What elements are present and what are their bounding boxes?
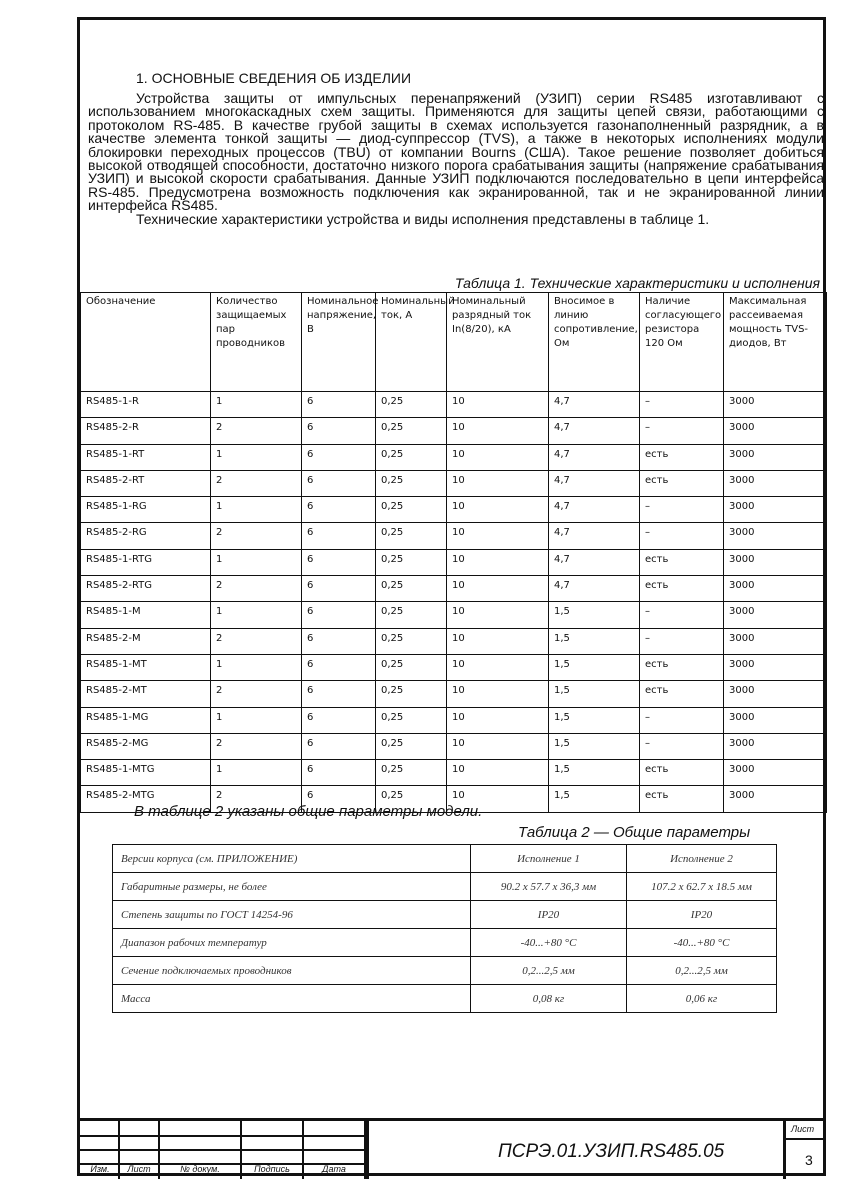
sheet-label: Лист (791, 1124, 815, 1134)
table-cell: RS485-1-R (81, 392, 211, 418)
table-cell: 1,5 (549, 707, 640, 733)
table-cell: 6 (302, 576, 376, 602)
table-cell: 10 (447, 392, 549, 418)
table-cell: 4,7 (549, 497, 640, 523)
specs-table (80, 292, 827, 813)
section-title: 1. ОСНОВНЫЕ СВЕДЕНИЯ ОБ ИЗДЕЛИИ (136, 70, 412, 86)
table-cell: 3000 (724, 576, 827, 602)
table-cell: 3000 (724, 733, 827, 759)
table-cell: 10 (447, 654, 549, 680)
table-cell: 1,5 (549, 628, 640, 654)
table-cell: 3000 (724, 549, 827, 575)
table-cell: 3000 (724, 523, 827, 549)
table-cell: 0,25 (376, 760, 447, 786)
table-cell: 1 (211, 602, 302, 628)
intro-paragraph-2: Технические характеристики устройства и виды исполнения представлены в таблице 1. (136, 210, 710, 227)
table-cell: 10 (447, 523, 549, 549)
table-cell: 10 (447, 497, 549, 523)
table-cell: 0,25 (376, 549, 447, 575)
table-cell: есть (640, 549, 724, 575)
table-cell: RS485-1-MT (81, 654, 211, 680)
table-cell: RS485-2-RTG (81, 576, 211, 602)
table-cell: 4,7 (549, 470, 640, 496)
stamp-label-change: Изм. (90, 1164, 110, 1174)
table-cell: 0,25 (376, 786, 447, 812)
table-cell: 1 (211, 707, 302, 733)
param-value: Исполнение 2 (627, 845, 777, 873)
table-cell: 10 (447, 733, 549, 759)
table-cell: 0,25 (376, 497, 447, 523)
table-cell: 4,7 (549, 549, 640, 575)
table-cell: – (640, 418, 724, 444)
table-cell: 1 (211, 392, 302, 418)
param-row (113, 985, 777, 1013)
param-value: 0,08 кг (471, 985, 627, 1013)
table-cell: 10 (447, 549, 549, 575)
intro-text (88, 92, 824, 226)
param-value: 107.2 x 62.7 x 18.5 мм (627, 873, 777, 901)
table-row (81, 707, 827, 733)
table-cell: – (640, 523, 724, 549)
table-cell: 3000 (724, 628, 827, 654)
table-cell: 10 (447, 602, 549, 628)
table-cell: 10 (447, 576, 549, 602)
param-name: Версии корпуса (см. ПРИЛОЖЕНИЕ) (113, 845, 471, 873)
table-cell: 0,25 (376, 523, 447, 549)
table-cell: 1,5 (549, 654, 640, 680)
param-value: IP20 (471, 901, 627, 929)
table-cell: 0,25 (376, 681, 447, 707)
table-cell: 0,25 (376, 444, 447, 470)
param-value: 0,2...2,5 мм (471, 957, 627, 985)
table-cell: – (640, 497, 724, 523)
param-row (113, 873, 777, 901)
table-cell: RS485-1-RTG (81, 549, 211, 575)
table-header-cell: Наличие согласующего резистора 120 Ом (640, 293, 724, 392)
param-name: Масса (113, 985, 471, 1013)
table-cell: есть (640, 760, 724, 786)
table-header-cell: Номинальный разрядный ток In(8/20), кА (447, 293, 549, 392)
table-header-row (81, 293, 827, 392)
table-cell: 10 (447, 786, 549, 812)
table-cell: 3000 (724, 786, 827, 812)
table-cell: 6 (302, 444, 376, 470)
table-cell: 6 (302, 760, 376, 786)
table-cell: 2 (211, 418, 302, 444)
table-cell: 0,25 (376, 602, 447, 628)
table-cell: 0,25 (376, 470, 447, 496)
param-value: Исполнение 1 (471, 845, 627, 873)
intro-paragraph-1: Устройства защиты от импульсных перенапряжений (УЗИП) серии RS485 изготавливают с использованием многокаскадных схем защиты. Применяются для защиты цепей связи, работающими с протоколом RS-485. В качестве грубой защиты в схемах используется газонаполненный разрядник, а в качестве элемента тонкой защиты — диод-суппрессор (TVS), а также в некоторых исполнениях модули блокировки переходных процессов (TBU) от компании Bourns (США). Такое решение позволяет добиться высокой отводящей способности, достаточно низкого порога срабатывания защиты (напряжение срабатывания УЗИП) и высокой скорости срабатывания. Данные УЗИП подключаются последовательно в цепи интерфейса RS-485. Предусмотрена возможность подключения как экранированной, так и не экранированной линии интерфейса RS485. (88, 90, 824, 214)
table-cell: RS485-2-MTG (81, 786, 211, 812)
table-cell: 1 (211, 444, 302, 470)
stamp-label-date: Дата (322, 1164, 346, 1174)
param-value: IP20 (627, 901, 777, 929)
param-name: Диапазон рабочих температур (113, 929, 471, 957)
table-cell: есть (640, 654, 724, 680)
table-header-cell: Вносимое в линию сопротивление, Ом (549, 293, 640, 392)
table-cell: RS485-1-M (81, 602, 211, 628)
table-cell: RS485-2-MT (81, 681, 211, 707)
table-cell: – (640, 392, 724, 418)
table2-intro: В таблице 2 указаны общие параметры модели. (134, 803, 483, 820)
table-header-cell: Максимальная рассеиваемая мощность TVS- диодов, Вт (724, 293, 827, 392)
table-row (81, 549, 827, 575)
table-cell: 6 (302, 549, 376, 575)
table-row (81, 523, 827, 549)
param-row (113, 845, 777, 873)
document-code: ПСРЭ.01.УЗИП.RS485.05 (498, 1141, 725, 1162)
table-cell: RS485-2-M (81, 628, 211, 654)
table-header-cell: Количество защищаемых пар проводников (211, 293, 302, 392)
table-cell: есть (640, 786, 724, 812)
table-cell: 10 (447, 681, 549, 707)
table-cell: 10 (447, 444, 549, 470)
table-cell: 6 (302, 392, 376, 418)
param-name: Габаритные размеры, не более (113, 873, 471, 901)
table-cell: 3000 (724, 654, 827, 680)
table-cell: 3000 (724, 760, 827, 786)
param-row (113, 957, 777, 985)
table-cell: 2 (211, 576, 302, 602)
table-cell: 6 (302, 707, 376, 733)
general-params-table (112, 844, 777, 1013)
param-value: -40...+80 °С (471, 929, 627, 957)
table-header-cell: Номинальное напряжение, В (302, 293, 376, 392)
table-cell: 6 (302, 654, 376, 680)
table-cell: 1 (211, 549, 302, 575)
param-value: 90.2 x 57.7 x 36,3 мм (471, 873, 627, 901)
table-cell: 4,7 (549, 576, 640, 602)
table-cell: 10 (447, 760, 549, 786)
table-cell: RS485-2-RT (81, 470, 211, 496)
table-cell: 0,25 (376, 733, 447, 759)
table-cell: 4,7 (549, 418, 640, 444)
param-value: -40...+80 °С (627, 929, 777, 957)
title-block (80, 1118, 826, 1179)
table-cell: 2 (211, 628, 302, 654)
table-cell: 1 (211, 497, 302, 523)
table-cell: 2 (211, 681, 302, 707)
stamp-label-sheet: Лист (127, 1164, 151, 1174)
table-cell: RS485-1-RG (81, 497, 211, 523)
stamp-divider (366, 1121, 369, 1179)
table-row (81, 681, 827, 707)
table-cell: 0,25 (376, 392, 447, 418)
table-cell: 1,5 (549, 760, 640, 786)
table-header-cell: Обозначение (81, 293, 211, 392)
table-cell: 1 (211, 760, 302, 786)
table-row (81, 470, 827, 496)
table-cell: есть (640, 681, 724, 707)
table-row (81, 497, 827, 523)
table-row (81, 760, 827, 786)
table-row (81, 576, 827, 602)
stamp-divider (783, 1121, 786, 1179)
table-cell: есть (640, 470, 724, 496)
param-row (113, 901, 777, 929)
table-cell: 6 (302, 602, 376, 628)
param-value: 0,06 кг (627, 985, 777, 1013)
table-row (81, 654, 827, 680)
table-cell: 6 (302, 497, 376, 523)
table-cell: – (640, 602, 724, 628)
table-cell: 0,25 (376, 654, 447, 680)
table-cell: 2 (211, 523, 302, 549)
table-cell: RS485-1-MG (81, 707, 211, 733)
table-cell: 0,25 (376, 576, 447, 602)
table-row (81, 602, 827, 628)
table-row (81, 444, 827, 470)
table-cell: – (640, 733, 724, 759)
table1-caption: Таблица 1. Технические характеристики и исполнения (454, 275, 820, 291)
table-cell: 6 (302, 628, 376, 654)
table-cell: 3000 (724, 418, 827, 444)
sheet-divider (785, 1138, 826, 1140)
table-row (81, 418, 827, 444)
table-cell: 6 (302, 681, 376, 707)
stamp-label-signature: Подпись (254, 1164, 290, 1174)
param-name: Степень защиты по ГОСТ 14254-96 (113, 901, 471, 929)
table-cell: RS485-1-RT (81, 444, 211, 470)
table-cell: RS485-2-R (81, 418, 211, 444)
table-cell: 0,25 (376, 707, 447, 733)
stamp-label-doc-number: № докум. (180, 1164, 220, 1174)
table-cell: 6 (302, 470, 376, 496)
sheet-number: 3 (805, 1152, 813, 1168)
table-header-cell: Номинальный ток, А (376, 293, 447, 392)
table-cell: RS485-1-MTG (81, 760, 211, 786)
table-cell: 4,7 (549, 523, 640, 549)
table-cell: 3000 (724, 470, 827, 496)
table-cell: 3000 (724, 707, 827, 733)
table-cell: 2 (211, 733, 302, 759)
table-cell: 2 (211, 786, 302, 812)
table-cell: RS485-2-MG (81, 733, 211, 759)
table-cell: 1,5 (549, 786, 640, 812)
revision-grid (80, 1121, 364, 1179)
table-cell: есть (640, 576, 724, 602)
table-row (81, 392, 827, 418)
param-value: 0,2...2,5 мм (627, 957, 777, 985)
param-name: Сечение подключаемых проводников (113, 957, 471, 985)
table-cell: 0,25 (376, 628, 447, 654)
table2-caption: Таблица 2 — Общие параметры (518, 824, 751, 841)
table-cell: 4,7 (549, 392, 640, 418)
table-cell: – (640, 628, 724, 654)
table-row (81, 733, 827, 759)
table-cell: 4,7 (549, 444, 640, 470)
table-cell: есть (640, 444, 724, 470)
table-cell: 3000 (724, 392, 827, 418)
table-cell: 10 (447, 418, 549, 444)
table-cell: 1,5 (549, 602, 640, 628)
table-cell: – (640, 707, 724, 733)
table-cell: 6 (302, 418, 376, 444)
table-cell: 3000 (724, 602, 827, 628)
table-cell: 3000 (724, 497, 827, 523)
table-cell: RS485-2-RG (81, 523, 211, 549)
table-cell: 6 (302, 786, 376, 812)
table-cell: 6 (302, 523, 376, 549)
table-cell: 10 (447, 470, 549, 496)
table-cell: 1 (211, 654, 302, 680)
table-cell: 10 (447, 707, 549, 733)
param-row (113, 929, 777, 957)
table-cell: 6 (302, 733, 376, 759)
table-cell: 1,5 (549, 733, 640, 759)
table-cell: 1,5 (549, 681, 640, 707)
table-cell: 10 (447, 628, 549, 654)
table-cell: 0,25 (376, 418, 447, 444)
table-cell: 3000 (724, 681, 827, 707)
table-cell: 2 (211, 470, 302, 496)
table-row (81, 628, 827, 654)
table-cell: 3000 (724, 444, 827, 470)
